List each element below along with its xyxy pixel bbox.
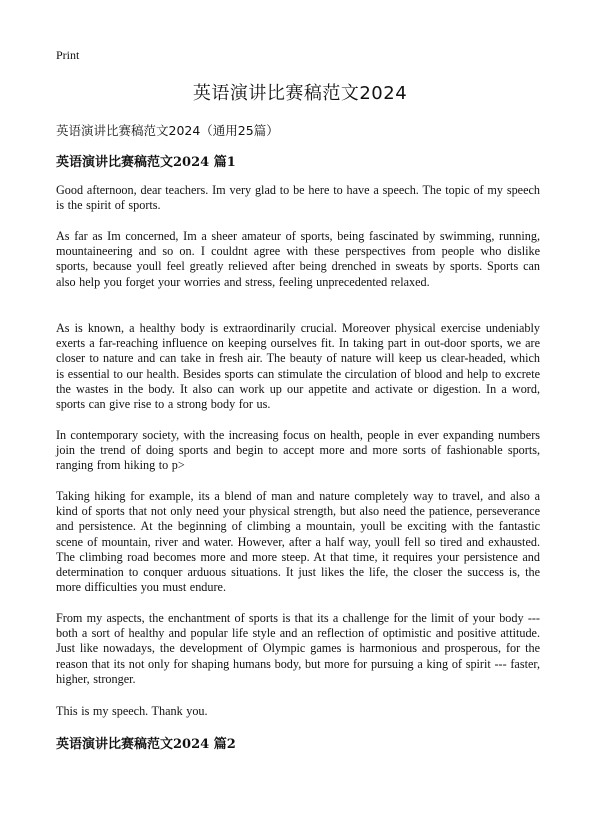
- document-subtitle: 英语演讲比赛稿范文2024（通用25篇）: [56, 123, 279, 138]
- print-link[interactable]: Print: [56, 48, 80, 62]
- paragraph: From my aspects, the enchantment of sports is that its a challenge for the limit of your body --- both a sort of healthy and popular life style and an reflection of optimistic and positive attitude. Just like nowadays, the development of Olympic games is harmonious and prosperous, for the reason that its not only for shaping humans body, but more for pursuing a king of spirit --- faster, higher, stronger.: [56, 611, 540, 686]
- paragraph: This is my speech. Thank you.: [56, 704, 208, 718]
- paragraph: In contemporary society, with the increasing focus on health, people in ever expanding numbers join the trend of doing sports and begin to accept more and more sorts of fashionable sports, ranging from hiking to p>: [56, 428, 540, 473]
- page-title: 英语演讲比赛稿范文2024: [192, 83, 408, 104]
- paragraph: Good afternoon, dear teachers. Im very glad to be here to have a speech. The topic of my speech is the spirit of sports.: [56, 183, 540, 213]
- section-heading-1: 英语演讲比赛稿范文2024 篇1: [56, 155, 236, 170]
- paragraph: As far as Im concerned, Im a sheer amateur of sports, being fascinated by swimming, running, mountaineering and so on. I couldnt agree with these perspectives from people who dislike sports, because youll feel greatly relieved after being drenched in sweats by sports. Sports can also help you forget your worries and stress, feeling unprecedented relaxed.: [56, 229, 540, 289]
- paragraph: Taking hiking for example, its a blend of man and nature completely way to travel, and also a kind of sports that not only need your physical strength, but also need the patience, perseverance and persistence. At the beginning of climbing a mountain, youll be exciting with the fantastic scene of mountain, river and water. However, after a half way, youll fell so tired and exhausted. The climbing road becomes more and more steep. At that time, it requires your persistence and determination to conquer arduous situations. It just likes the life, the closer the success is, the more difficulties you must endure.: [56, 489, 540, 595]
- section-heading-2: 英语演讲比赛稿范文2024 篇2: [56, 737, 236, 752]
- paragraph: As is known, a healthy body is extraordinarily crucial. Moreover physical exercise undeniably exerts a far-reaching influence on keeping ourselves fit. In taking part in out-door sports, we are closer to nature and can take in fresh air. The beauty of nature will keep us clear-headed, which is essential to our health. Besides sports can stimulate the circulation of blood and help to excrete the wastes in the body. It also can work up our appetite and activate or digestion. In a word, sports can give rise to a strong body for us.: [56, 321, 540, 412]
